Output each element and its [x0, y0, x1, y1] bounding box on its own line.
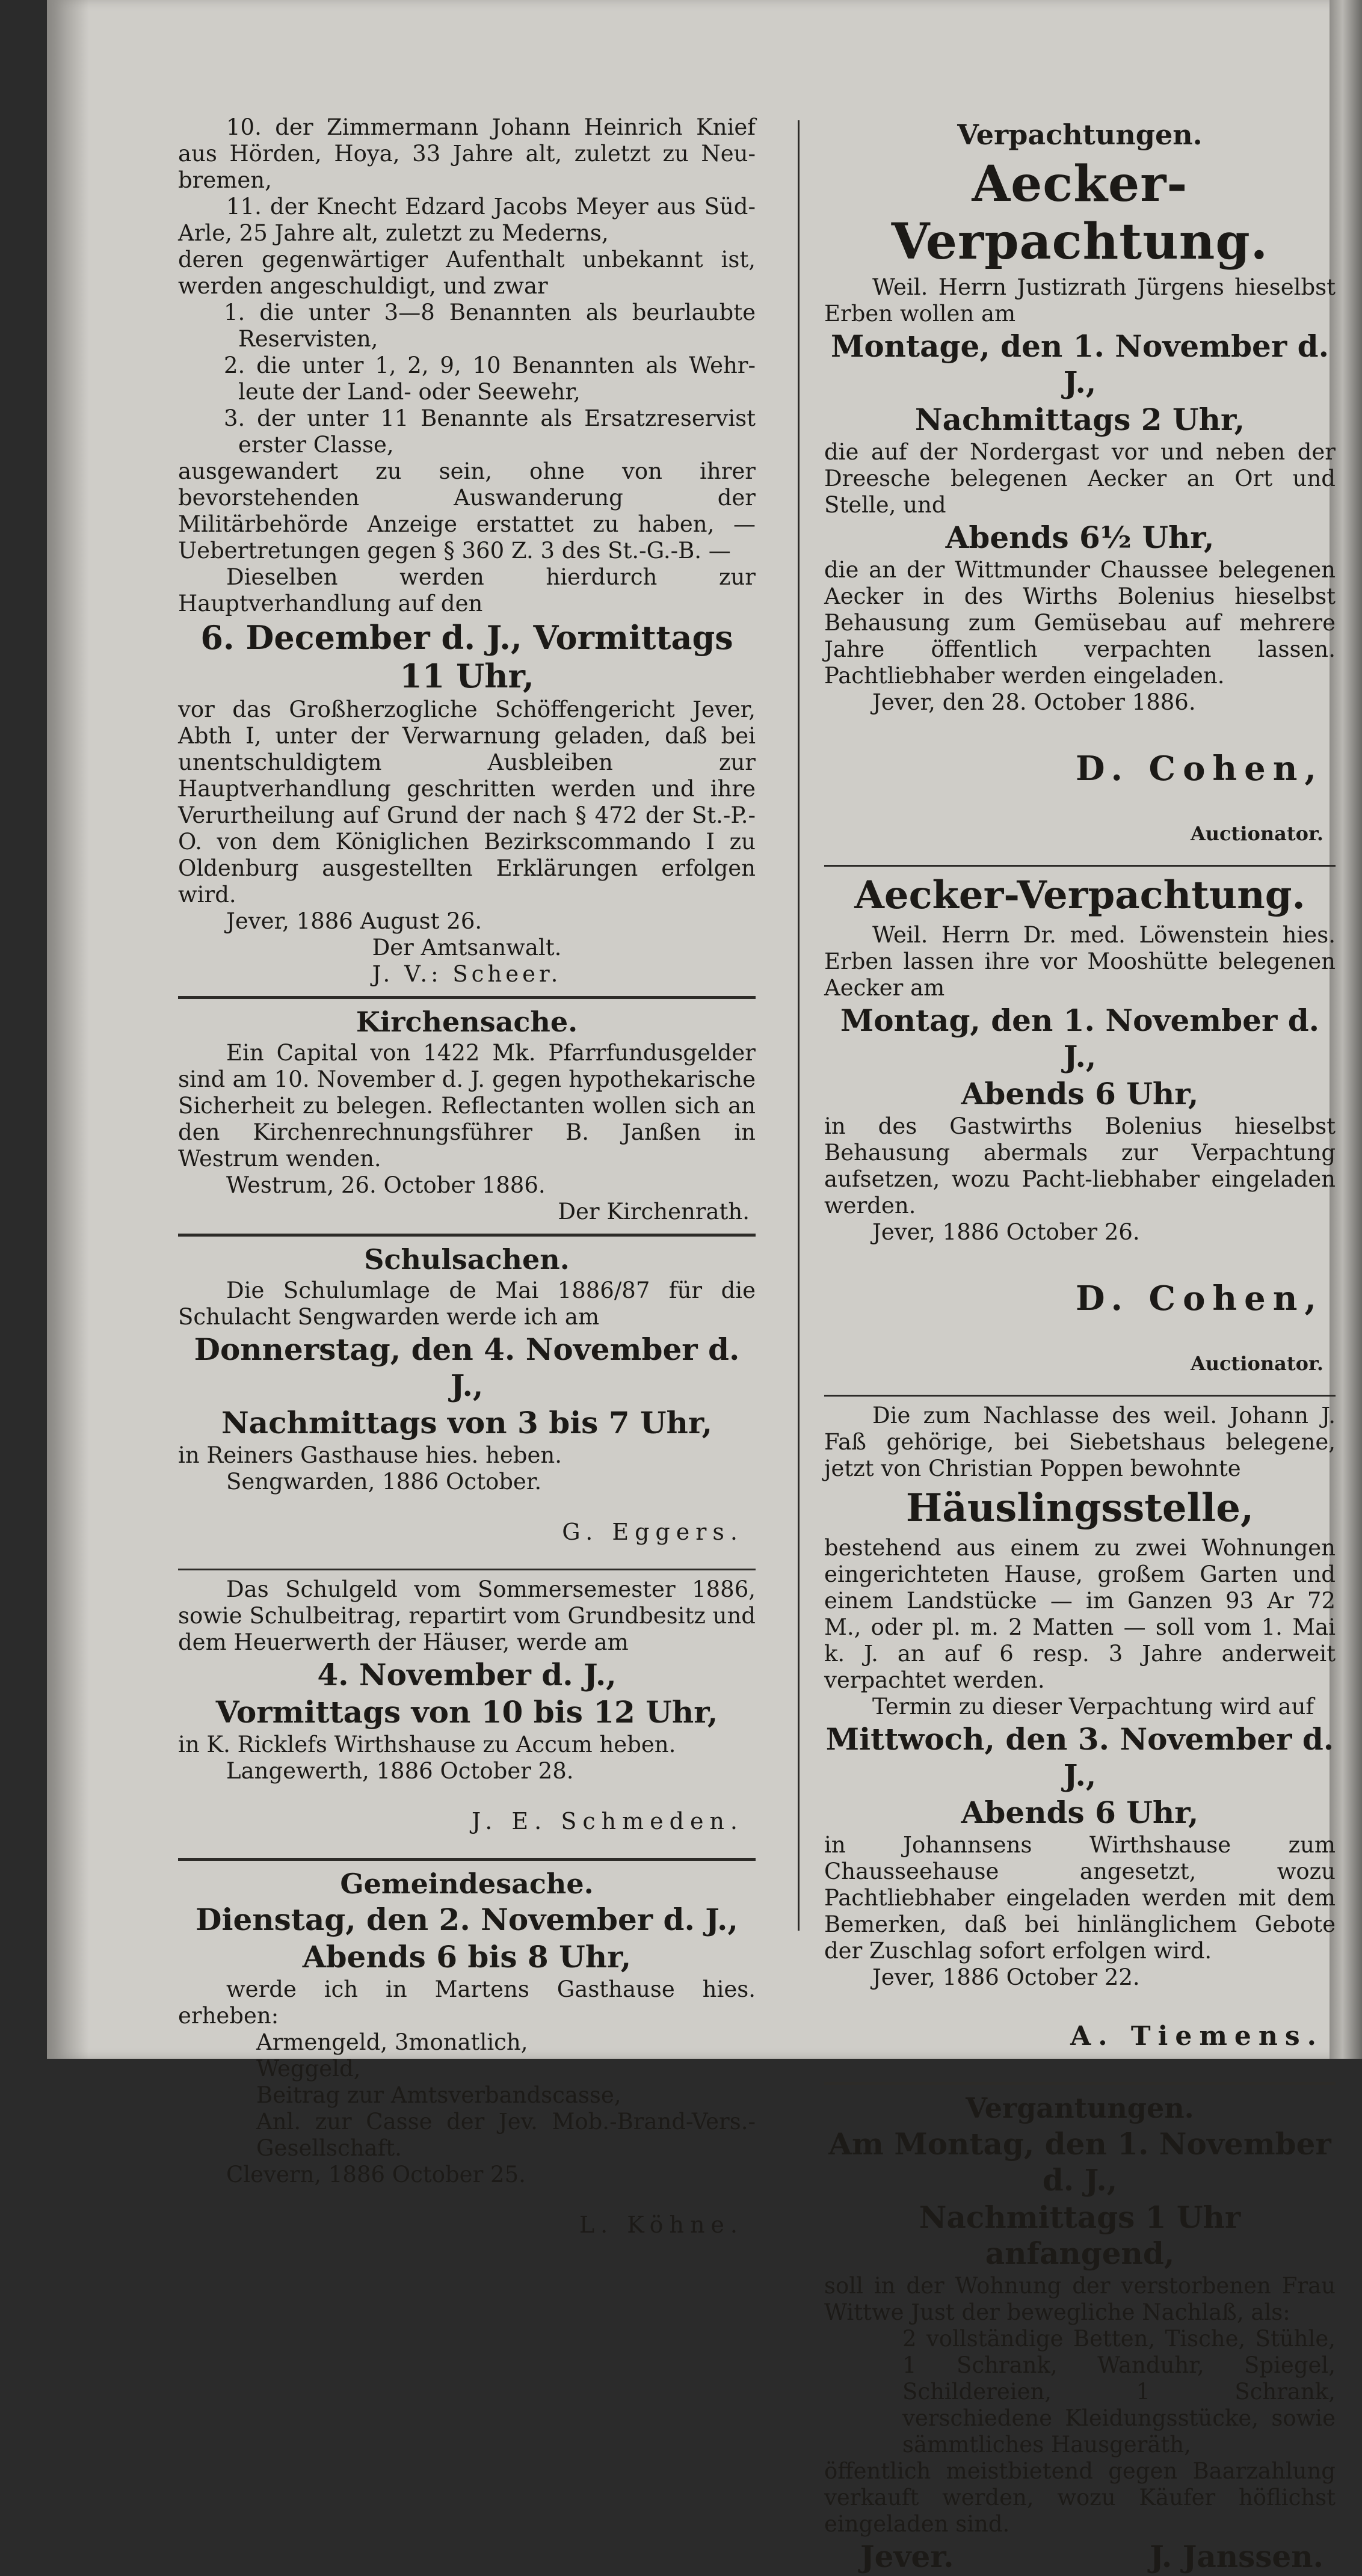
lease-1-role: Auctionator. [1190, 822, 1323, 845]
cottage-place: Jever, 1886 October 22. [872, 1964, 1140, 1990]
place-date: Jever, 1886 August 26. [226, 908, 482, 934]
right-column [824, 114, 1336, 2576]
charge-2: 2. die unter 1, 2, 9, 10 Benannten als Wehr-leute der Land- oder Seewehr, [224, 352, 756, 405]
lease-1-time-2: Abends 6½ Uhr, [945, 520, 1215, 555]
cottage-title: Häuslingsstelle, [905, 1486, 1254, 1531]
cottage-text-3: Termin zu dieser Verpachtung wird auf [872, 1694, 1314, 1720]
column-divider [798, 120, 800, 1931]
lease-1-place: Jever, den 28. October 1886. [872, 689, 1196, 715]
auction-text: soll in der Wohnung der verstorbenen Frau Wittwe Just der bewegliche Nachlaß, als: [824, 2273, 1336, 2325]
municipal-item: Beitrag zur Amtsverbandscasse, [256, 2082, 621, 2108]
court-text: vor das Großherzogliche Schöffengericht Jever, Abth I, unter der Verwarnung geladen, daß bei unentschuldigtem Ausbleiben zur Hauptverhandlung geschritten werden und ihre Verurtheilung auf Grund der nach § 472 der St.-P.-O. von dem Königlichen Bezirkscommando I zu Oldenburg ausgestellten Erklärungen erfolgen wird. [178, 696, 756, 908]
lease-2-text: Weil. Herrn Dr. med. Löwenstein hies. Erben lassen ihre vor Mooshütte belegenen Aecker am [824, 922, 1336, 1001]
section-rule [824, 865, 1336, 867]
lease-2-signature: D. Cohen, [1075, 1279, 1323, 1318]
charge-3: 3. der unter 11 Benannte als Ersatzreservist erster Classe, [224, 405, 756, 458]
hearing-date: 6. December d. J., Vormittags 11 Uhr, [200, 618, 733, 695]
school-heading: Schulsachen. [364, 1243, 570, 1276]
church-text: Ein Capital von 1422 Mk. Pfarrfundusgelder sind am 10. November d. J. gegen hypothekarische Sicherheit zu belegen. Reflectanten wollen sich an den Kirchenrechnungsführer B. Janßen in Westrum wenden. [178, 1040, 756, 1172]
cottage-text-4: in Johannsens Wirthshause zum Chausseehause angesetzt, wozu Pachtliebhaber eingeladen werden mit dem Bemerken, daß bei hinlänglichem Gebote der Zuschlag sofort erfolgen wird. [824, 1832, 1336, 1964]
auction-text-2: öffentlich meistbietend gegen Baarzahlung verkauft werden, wozu Käufer höflichst eingeladen sind. [824, 2458, 1336, 2537]
lease-2-text-2: in des Gastwirths Bolenius hieselbst Behausung abermals zur Verpachtung aufsetzen, wozu Pacht-liebhaber eingeladen werden. [824, 1113, 1336, 1219]
auction-list: 2 vollständige Betten, Tische, Stühle, 1 Schrank, Wanduhr, Spiegel, Schildereien, 1 Schrank, verschiedene Kleidungsstücke, sowie sämmtliches Hausgeräth, [902, 2326, 1336, 2458]
section-rule [178, 996, 756, 999]
lease-2-date: Montag, den 1. November d. J., [840, 1003, 1320, 1074]
school-text: Die Schulumlage de Mai 1886/87 für die Schulacht Sengwarden werde ich am [178, 1277, 756, 1330]
auction-date: Am Montag, den 1. November d. J., [828, 2126, 1331, 2198]
auctions-heading: Vergantungen. [966, 2092, 1194, 2124]
fee-signature: J. E. Schmeden. [471, 1808, 744, 1834]
summons-text: Dieselben werden hierdurch zur Hauptverhandlung auf den [178, 564, 756, 616]
municipal-item: Anl. zur Casse der Jev. Mob.-Brand-Vers.-Gesellschaft. [256, 2109, 756, 2161]
section-rule [178, 1569, 756, 1570]
lease-1-text-2: die auf der Nordergast vor und neben der Dreesche belegenen Aecker an Ort und Stelle, und [824, 439, 1336, 518]
fee-time: Vormittags von 10 bis 12 Uhr, [215, 1694, 718, 1730]
school-time: Nachmittags von 3 bis 7 Uhr, [221, 1405, 713, 1440]
municipal-signature: L. Köhne. [579, 2212, 744, 2238]
cottage-date: Mittwoch, den 3. November d. J., [825, 1721, 1334, 1793]
fee-where: in K. Ricklefs Wirthshause zu Accum heben. [178, 1732, 676, 1757]
municipal-item: Armengeld, 3monatlich, [256, 2029, 528, 2055]
lease-1-text: Weil. Herrn Justizrath Jürgens hieselbst Erben wollen am [824, 274, 1336, 327]
lease-1-signature: D. Cohen, [1075, 749, 1323, 788]
auction-time: Nachmittags 1 Uhr anfangend, [919, 2199, 1241, 2271]
section-rule [824, 2082, 1336, 2085]
section-rule [178, 1234, 756, 1237]
lease-1-text-3: die an der Wittmunder Chaussee belegenen Aecker in des Wirths Bolenius hieselbst Behausung zum Gemüsebau auf mehrere Jahre öffentlich verpachten lassen. Pachtliebhaber werden eingeladen. [824, 557, 1336, 689]
fee-place: Langewerth, 1886 October 28. [226, 1758, 574, 1784]
fee-text: Das Schulgeld vom Sommersemester 1886, sowie Schulbeitrag, repartirt vom Grundbesitz und dem Heuerwerth der Häuser, werde am [178, 1576, 756, 1655]
municipal-date: Dienstag, den 2. November d. J., [196, 1902, 738, 1937]
cottage-time: Abends 6 Uhr, [961, 1795, 1199, 1830]
emigration-text: ausgewandert zu sein, ohne von ihrer bevorstehenden Auswanderung der Militärbehörde Anzeige erstattet zu haben, — Uebertretungen gegen § 360 Z. 3 des St.-G.-B. — [178, 458, 756, 564]
lease-1-date: Montage, den 1. November d. J., [831, 328, 1329, 400]
lease-2-title: Aecker-Verpachtung. [854, 873, 1305, 918]
lease-2-time: Abends 6 Uhr, [961, 1076, 1199, 1111]
charge-1: 1. die unter 3—8 Benannten als beurlaubte Reservisten, [224, 300, 756, 352]
church-place: Westrum, 26. October 1886. [226, 1172, 546, 1198]
lease-1-title: Aecker-Verpachtung. [891, 155, 1269, 271]
municipal-item: Weggeld, [256, 2056, 361, 2082]
school-where: in Reiners Gasthause hies. heben. [178, 1442, 562, 1468]
church-signature: Der Kirchenrath. [558, 1199, 750, 1225]
municipal-time: Abends 6 bis 8 Uhr, [302, 1939, 632, 1975]
lease-1-time: Nachmittags 2 Uhr, [914, 402, 1245, 437]
cottage-text: Die zum Nachlasse des weil. Johann J. Faß gehörige, bei Siebetshaus belegene, jetzt von Christian Poppen bewohnte [824, 1403, 1336, 1481]
church-heading: Kirchensache. [356, 1006, 578, 1038]
cottage-text-2: bestehend aus einem zu zwei Wohnungen eingerichteten Hause, großem Garten und einem Landstücke — im Ganzen 93 Ar 72 M., oder pl. m. 2 Matten — soll vom 1. Mai k. J. an auf 6 resp. 3 Jahre anderweit verpachtet werden. [824, 1535, 1336, 1693]
auction-place: Jever. [860, 2539, 954, 2574]
accused-intro: deren gegenwärtiger Aufenthalt unbekannt ist, werden angeschuldigt, und zwar [178, 247, 756, 299]
school-signature: G. Eggers. [562, 1519, 744, 1545]
school-place: Sengwarden, 1886 October. [226, 1469, 542, 1495]
lease-2-role: Auctionator. [1190, 1352, 1323, 1375]
municipal-text: werde ich in Martens Gasthause hies. erheben: [178, 1976, 756, 2029]
signature: J. V.: Scheer. [372, 961, 562, 987]
item-10: 10. der Zimmermann Johann Heinrich Knief aus Hörden, Hoya, 33 Jahre alt, zuletzt zu Neu-bremen, [178, 114, 756, 193]
item-11: 11. der Knecht Edzard Jacobs Meyer aus Süd-Arle, 25 Jahre alt, zuletzt zu Mederns, [178, 194, 756, 246]
auction-signature: J. Janssen. [1150, 2539, 1323, 2574]
municipal-place: Clevern, 1886 October 25. [226, 2162, 526, 2187]
school-date: Donnerstag, den 4. November d. J., [194, 1332, 740, 1403]
lease-2-place: Jever, 1886 October 26. [872, 1219, 1140, 1245]
municipal-heading: Gemeindesache. [340, 1867, 594, 1900]
leases-heading: Verpachtungen. [957, 118, 1203, 151]
section-rule [824, 1395, 1336, 1397]
auction-footer [824, 2538, 1336, 2576]
prosecutor-title: Der Amtsanwalt. [372, 935, 562, 961]
left-column [178, 114, 756, 2261]
section-rule [178, 1858, 756, 1861]
cottage-signature: A. Tiemens. [1070, 2021, 1323, 2052]
fee-date: 4. November d. J., [317, 1657, 617, 1692]
